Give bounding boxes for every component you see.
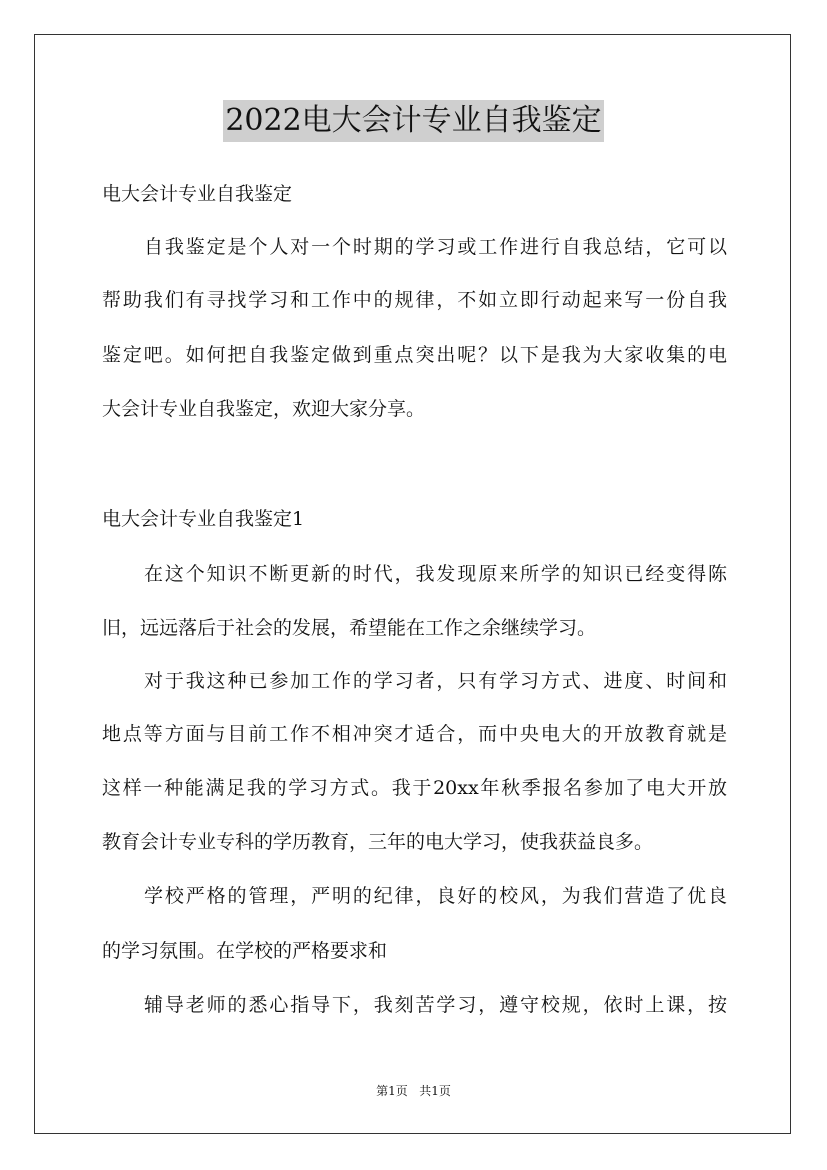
body-line: 旧，远远落后于社会的发展，希望能在工作之余继续学习。 [102,617,597,639]
body-line: 教育会计专业专科的学历教育，三年的电大学习，使我获益良多。 [102,831,654,853]
body-line: 学校严格的管理，严明的纪律，良好的校风，为我们营造了优良 [144,885,727,907]
intro-line: 帮助我们有寻找学习和工作中的规律，不如立即行动起来写一份自我 [102,289,727,311]
title-container [0,100,827,142]
page-number: 第1页 [376,1084,408,1098]
intro-line: 鉴定吧。如何把自我鉴定做到重点突出呢？以下是我为大家收集的电 [102,344,727,366]
document-title: 2022电大会计专业自我鉴定 [223,100,603,142]
intro-line: 自我鉴定是个人对一个时期的学习或工作进行自我总结，它可以 [144,236,727,258]
intro-line: 大会计专业自我鉴定，欢迎大家分享。 [102,398,426,420]
body-line: 在这个知识不断更新的时代，我发现原来所学的知识已经变得陈 [144,563,727,585]
page-total: 共1页 [419,1084,451,1098]
body-line: 对于我这种已参加工作的学习者，只有学习方式、进度、时间和 [144,670,727,692]
section-heading: 电大会计专业自我鉴定1 [102,508,305,530]
body-line: 地点等方面与目前工作不相冲突才适合，而中央电大的开放教育就是 [102,723,727,745]
subtitle: 电大会计专业自我鉴定 [102,183,293,205]
page-footer [0,1083,827,1099]
body-line: 辅导老师的悉心指导下，我刻苦学习，遵守校规，依时上课，按 [144,994,727,1016]
body-line: 这样一种能满足我的学习方式。我于20xx年秋季报名参加了电大开放 [102,777,727,799]
body-line: 的学习氛围。在学校的严格要求和 [102,940,388,962]
